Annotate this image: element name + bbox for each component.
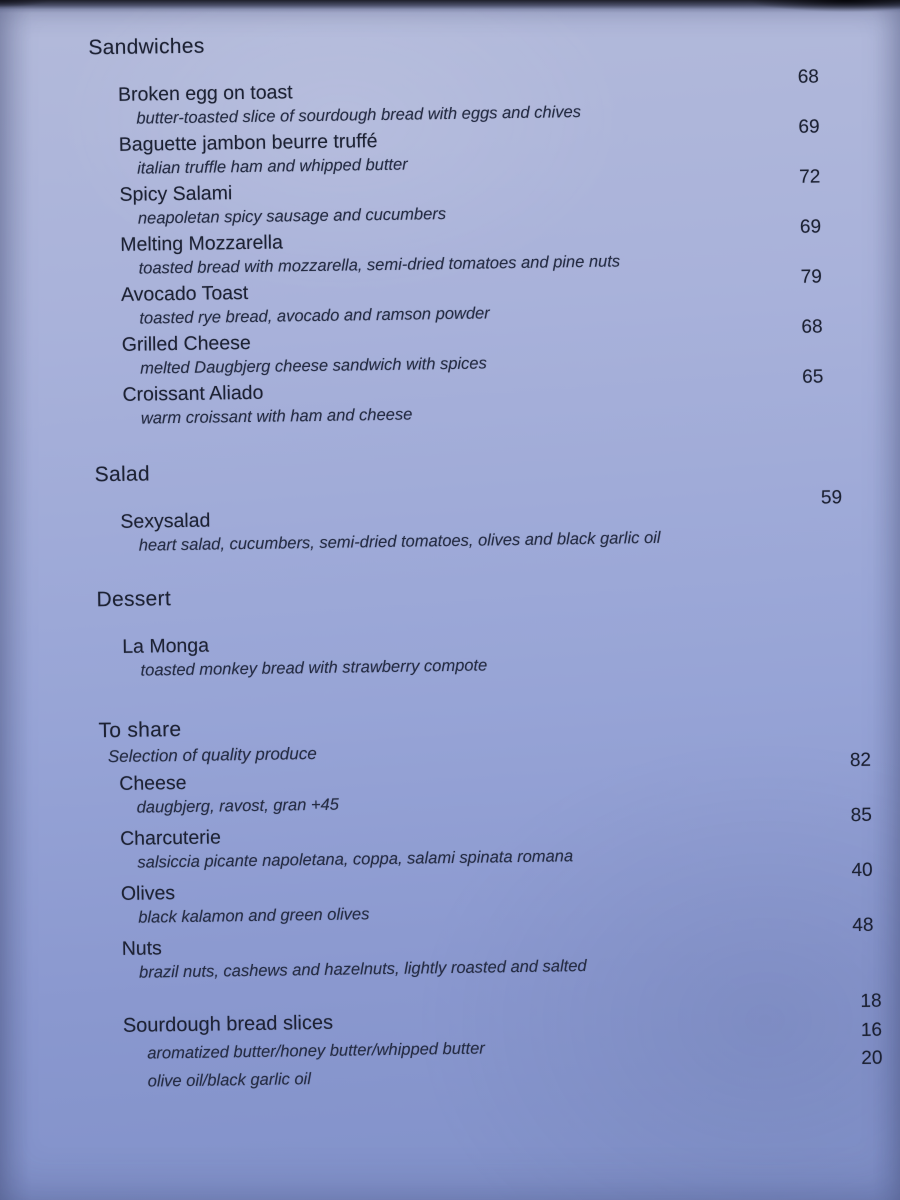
item-description: toasted monkey bread with strawberry compote	[140, 656, 488, 680]
item-price: 59	[820, 487, 843, 509]
item-description: toasted bread with mozzarella, semi-dried tomatoes and pine nuts	[138, 252, 621, 278]
menu-item	[122, 990, 900, 1095]
item-description: black kalamon and green olives	[138, 905, 370, 927]
item-description: brazil nuts, cashews and hazelnuts, lightly roasted and salted	[138, 957, 587, 982]
section-items	[89, 66, 898, 430]
item-name: Cheese	[119, 771, 187, 795]
item-description: butter-toasted slice of sourdough bread with eggs and chives	[136, 103, 582, 128]
item-name: Charcuterie	[119, 826, 222, 850]
item-description: salsiccia picante napoletana, coppa, salami spinata romana	[137, 847, 574, 872]
section-items	[95, 487, 900, 557]
item-price: 40	[851, 859, 873, 882]
photo-table-edge-shadow	[0, 0, 900, 13]
menu-item	[120, 266, 897, 329]
menu-item	[118, 116, 895, 179]
section-sandwiches	[88, 23, 898, 430]
menu-item	[122, 623, 900, 682]
item-name: Croissant Aliado	[122, 381, 264, 406]
item-description: warm croissant with ham and cheese	[140, 405, 413, 428]
item-name: Broken egg on toast	[117, 81, 293, 106]
item-description: daugbjerg, ravost, gran +45	[136, 795, 340, 817]
item-price: 69	[799, 216, 822, 238]
item-name: Nuts	[121, 937, 163, 960]
item-name: Baguette jambon beurre truffé	[118, 130, 378, 156]
item-price: 82	[849, 749, 872, 772]
item-price: 72	[799, 166, 821, 188]
section-subtitle: Selection of quality produce	[107, 743, 317, 767]
menu-item	[117, 66, 894, 129]
item-name: Melting Mozzarella	[120, 231, 283, 256]
item-description: neapoletan spicy sausage and cucumbers	[137, 205, 447, 228]
item-price: 68	[797, 66, 820, 88]
item-description: melted Daugbjerg cheese sandwich with spices	[139, 354, 487, 378]
menu-item	[120, 487, 900, 557]
section-dessert	[96, 575, 900, 682]
item-option: aromatized butter/honey butter/whipped butter	[147, 1039, 485, 1063]
item-name: Grilled Cheese	[121, 331, 251, 356]
section-title: Salad	[94, 462, 151, 487]
section-items	[97, 623, 900, 682]
item-name: Sourdough bread slices	[122, 1011, 334, 1037]
item-price: 79	[800, 266, 822, 288]
item-price: 18	[860, 990, 882, 1012]
item-price: 68	[801, 316, 823, 338]
item-name: Sexysalad	[120, 509, 211, 533]
item-name: Olives	[120, 882, 176, 905]
section-salad	[95, 450, 900, 557]
item-price: 69	[798, 116, 820, 138]
item-price: 20	[861, 1047, 883, 1069]
item-price: 65	[802, 366, 824, 388]
item-name: La Monga	[122, 634, 210, 658]
item-name: Spicy Salami	[119, 182, 233, 206]
item-price: 85	[850, 804, 872, 827]
item-description: toasted rye bread, avocado and ramson powder	[139, 304, 490, 328]
section-title: Sandwiches	[88, 34, 205, 60]
section-to-share	[98, 706, 900, 984]
section-title: To share	[98, 718, 182, 743]
item-option: olive oil/black garlic oil	[147, 1070, 312, 1091]
item-price: 16	[860, 1019, 883, 1041]
section-title: Dessert	[96, 587, 172, 612]
item-description: heart salad, cucumbers, semi-dried tomatoes, olives and black garlic oil	[138, 528, 661, 555]
item-description: italian truffle ham and whipped butter	[137, 155, 408, 178]
item-price: 48	[852, 914, 874, 937]
item-name: Avocado Toast	[120, 281, 249, 306]
section-bread	[103, 990, 900, 1095]
